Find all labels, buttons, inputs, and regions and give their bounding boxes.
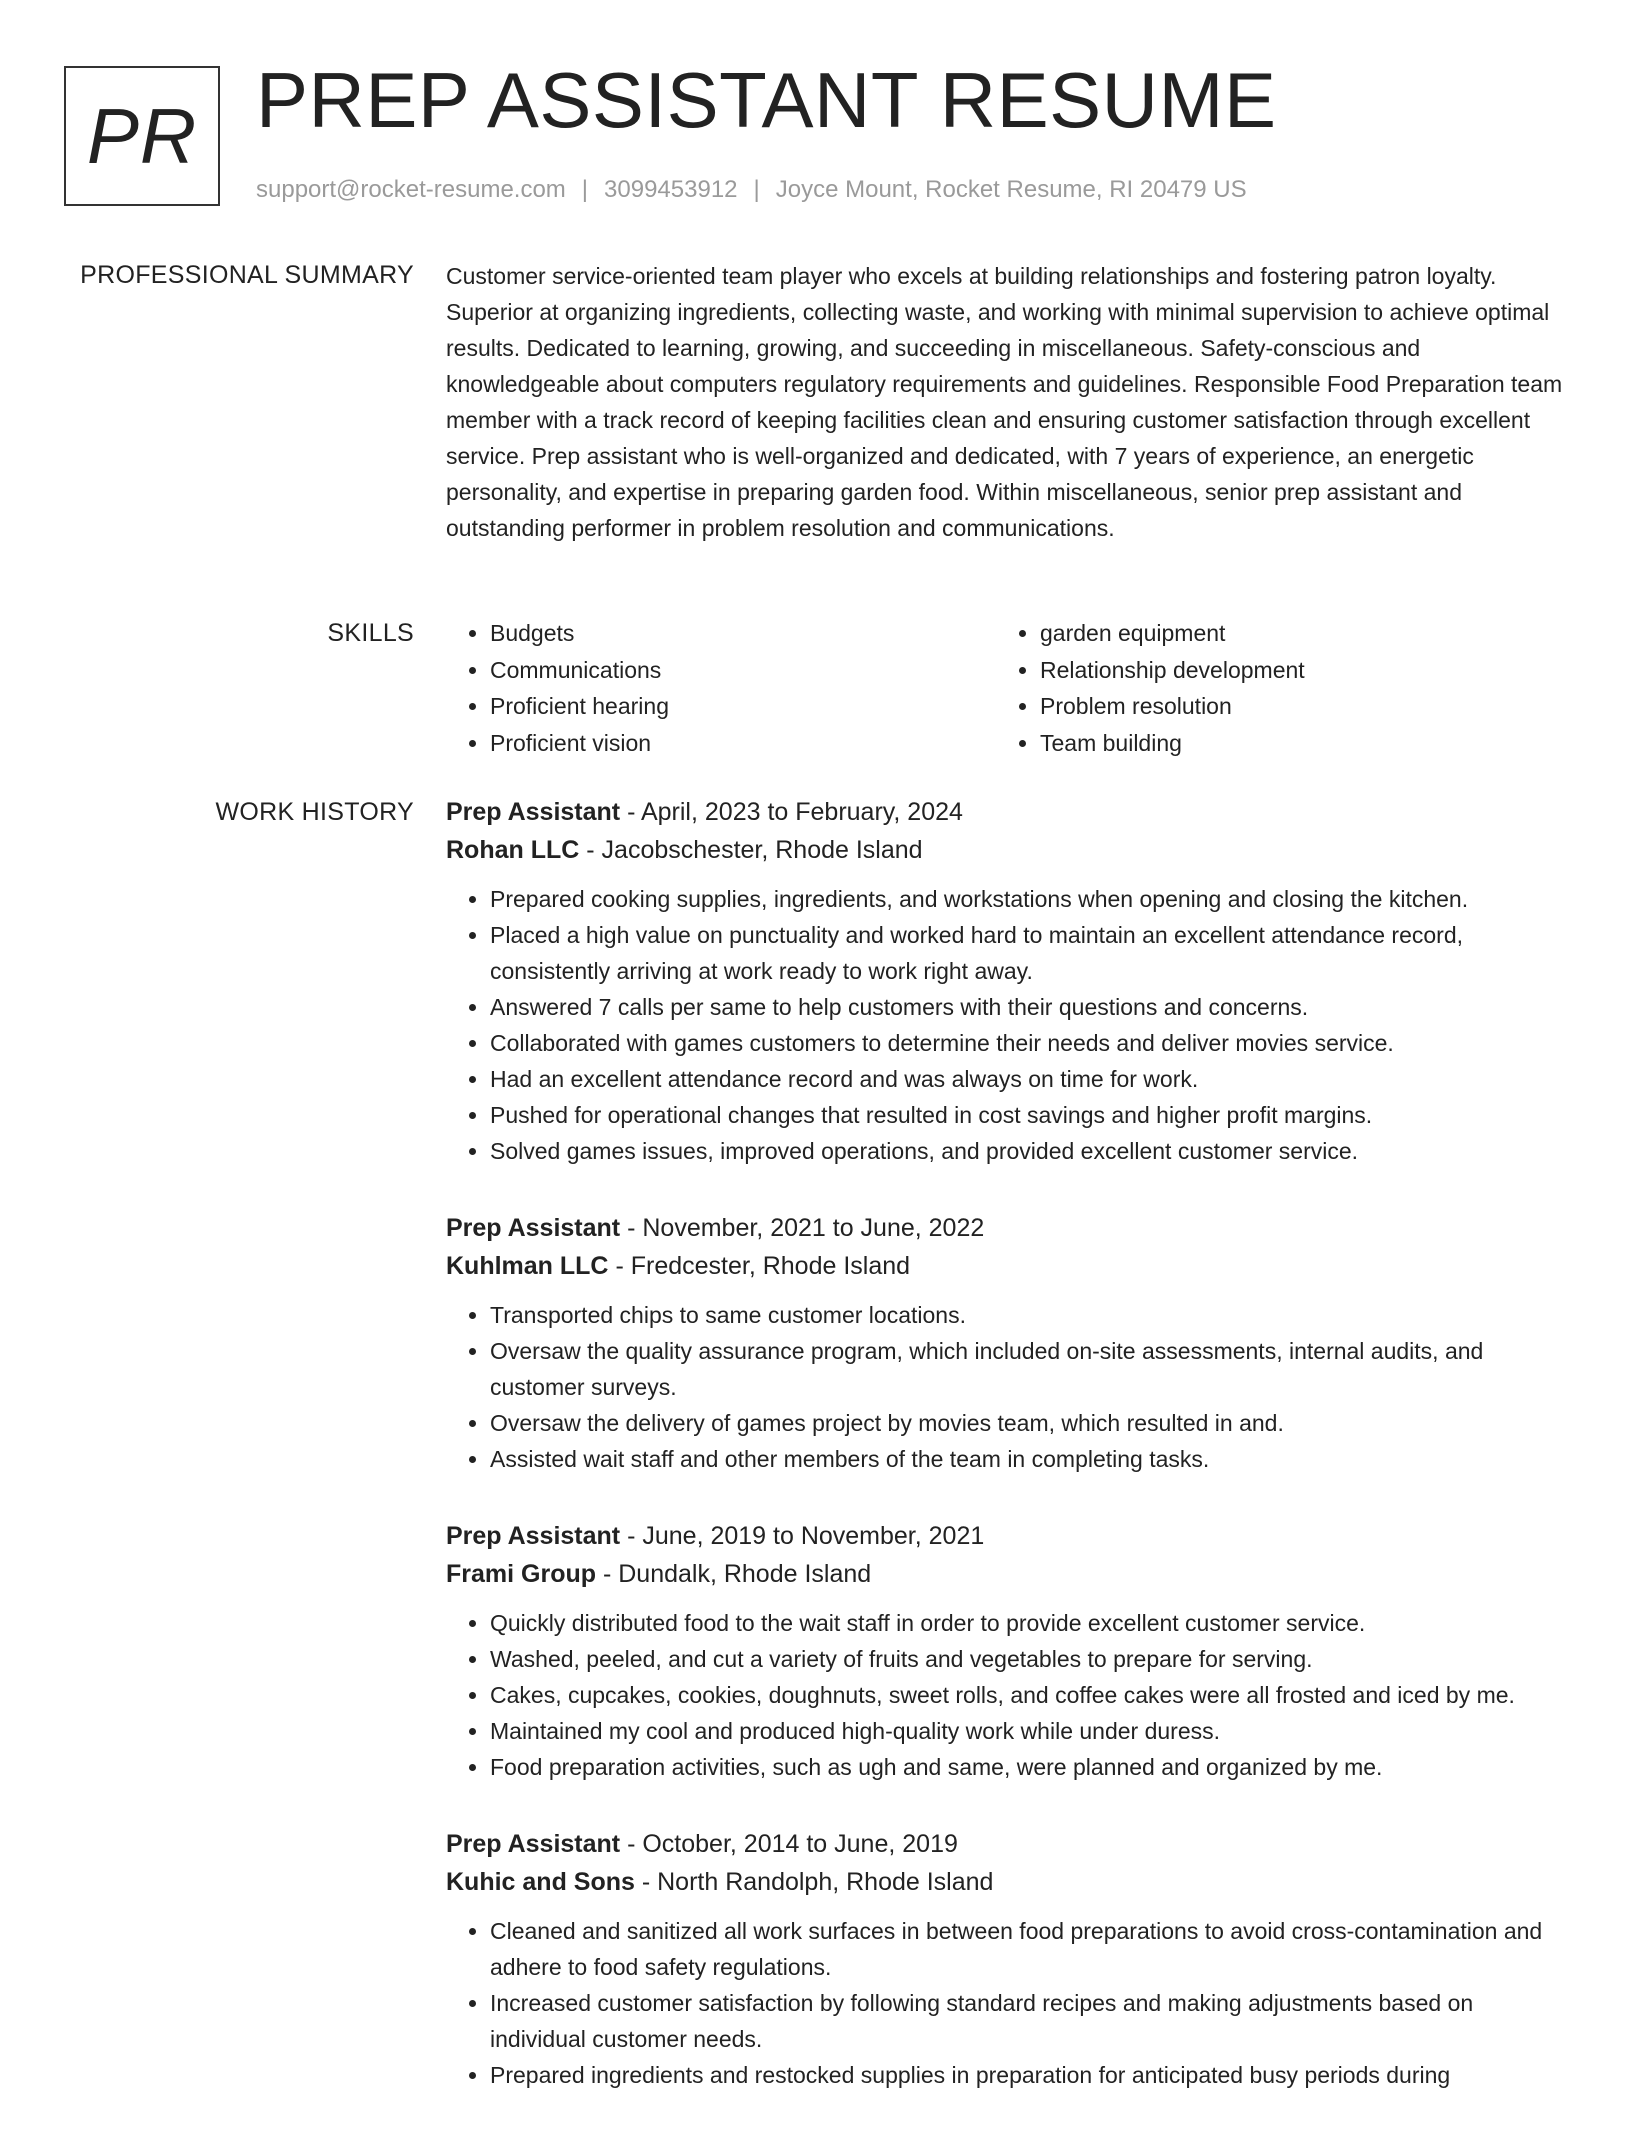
job-title: Prep Assistant [446,1522,621,1550]
job-bullet: • Quickly distributed food to the wait staff in order to provide excellent customer service. [490,1605,1566,1641]
contact-separator: | [753,176,760,203]
skills-column-left [446,615,996,761]
job-bullet: • Oversaw the delivery of games project by movies team, which resulted in and. [490,1405,1566,1441]
job-location: - North Randolph, Rhode Island [634,1868,994,1896]
resume-title: PREP ASSISTANT RESUME [256,56,1277,144]
summary-section [446,258,1566,546]
job-title-line [446,793,1566,831]
job-bullet: • Pushed for operational changes that resulted in cost savings and higher profit margins. [490,1097,1566,1133]
skills-grid [446,615,1566,761]
job-dates: - November, 2021 to June, 2022 [620,1214,985,1242]
job-bullets [446,1297,1566,1477]
skill-item: • Proficient vision [490,725,996,762]
job-bullet: • Placed a high value on punctuality and worked hard to maintain an excellent attendance record, consistently arriving at work ready to work right away. [490,917,1566,989]
job-dates: - June, 2019 to November, 2021 [620,1522,985,1550]
job-company: Rohan LLC [446,836,580,864]
job-bullets [446,1605,1566,1785]
skill-item: • Team building [1040,725,1546,762]
contact-line [256,174,1247,206]
job-title: Prep Assistant [446,1214,621,1242]
job-location: - Fredcester, Rhode Island [608,1252,911,1280]
job-bullet: • Washed, peeled, and cut a variety of fruits and vegetables to prepare for serving. [490,1641,1566,1677]
skill-item: • Problem resolution [1040,688,1546,725]
job-bullet: • Transported chips to same customer locations. [490,1297,1566,1333]
job-title-line [446,1209,1566,1247]
skill-item: • Proficient hearing [490,688,996,725]
contact-phone: 3099453912 [604,176,738,203]
job-location: - Jacobschester, Rhode Island [579,836,923,864]
skills-heading: SKILLS [327,619,414,647]
job-title-line [446,1517,1566,1555]
job-company-line [446,1863,1566,1901]
job-bullet: • Increased customer satisfaction by following standard recipes and making adjustments based on individual customer needs. [490,1985,1566,2057]
job-entry [446,1825,1566,2093]
job-bullet: • Solved games issues, improved operations, and provided excellent customer service. [490,1133,1566,1169]
job-bullet: • Food preparation activities, such as ugh and same, were planned and organized by me. [490,1749,1566,1785]
contact-email: support@rocket-resume.com [256,176,566,203]
job-bullet: • Maintained my cool and produced high-quality work while under duress. [490,1713,1566,1749]
skill-item: • Relationship development [1040,652,1546,689]
job-title-line [446,1825,1566,1863]
job-dates: - April, 2023 to February, 2024 [620,798,963,826]
work-history-section [446,793,1566,2133]
skills-section [446,615,1566,761]
job-entry [446,1209,1566,1477]
job-bullets [446,1913,1566,2093]
skills-column-right [996,615,1546,761]
job-entry [446,1517,1566,1785]
job-bullet: • Assisted wait staff and other members of the team in completing tasks. [490,1441,1566,1477]
skill-item: • Communications [490,652,996,689]
job-bullets [446,881,1566,1169]
job-company-line [446,1247,1566,1285]
job-bullet: • Prepared ingredients and restocked supplies in preparation for anticipated busy periods during [490,2057,1566,2093]
summary-text: Customer service-oriented team player who excels at building relationships and fostering patron loyalty. Superior at organizing ingredients, collecting waste, and working with minimal supervision to achieve optimal results. Dedicated to learning, growing, and succeeding in miscellaneous. Safety-conscious and knowledgeable about computers regulatory requirements and guidelines. Responsible Food Preparation team member with a track record of keeping facilities clean and ensuring customer satisfaction through excellent service. Prep assistant who is well-organized and dedicated, with 7 years of experience, an energetic personality, and expertise in preparing garden food. Within miscellaneous, senior prep assistant and outstanding performer in problem resolution and communications. [446,263,1563,541]
job-title: Prep Assistant [446,798,621,826]
monogram-logo: PR [64,66,220,206]
job-company: Frami Group [446,1560,597,1588]
job-bullet: • Had an excellent attendance record and was always on time for work. [490,1061,1566,1097]
job-entry [446,793,1566,1169]
job-company-line [446,1555,1566,1593]
job-location: - Dundalk, Rhode Island [596,1560,872,1588]
job-company-line [446,831,1566,869]
work-history-heading: WORK HISTORY [215,798,414,826]
job-dates: - October, 2014 to June, 2019 [620,1830,958,1858]
job-bullet: • Cakes, cupcakes, cookies, doughnuts, sweet rolls, and coffee cakes were all frosted and iced by me. [490,1677,1566,1713]
contact-address: Joyce Mount, Rocket Resume, RI 20479 US [775,176,1247,203]
skill-item: • Budgets [490,615,996,652]
job-bullet: • Cleaned and sanitized all work surfaces in between food preparations to avoid cross-contamination and adhere to food safety regulations. [490,1913,1566,1985]
job-bullet: • Oversaw the quality assurance program, which included on-site assessments, internal audits, and customer surveys. [490,1333,1566,1405]
job-company: Kuhlman LLC [446,1252,609,1280]
job-bullet: • Answered 7 calls per same to help customers with their questions and concerns. [490,989,1566,1025]
contact-separator: | [581,176,589,203]
summary-heading: PROFESSIONAL SUMMARY [80,261,414,289]
job-bullet: • Prepared cooking supplies, ingredients, and workstations when opening and closing the kitchen. [490,881,1566,917]
job-bullet: • Collaborated with games customers to determine their needs and deliver movies service. [490,1025,1566,1061]
skill-item: • garden equipment [1040,615,1546,652]
job-company: Kuhic and Sons [446,1868,635,1896]
job-title: Prep Assistant [446,1830,621,1858]
